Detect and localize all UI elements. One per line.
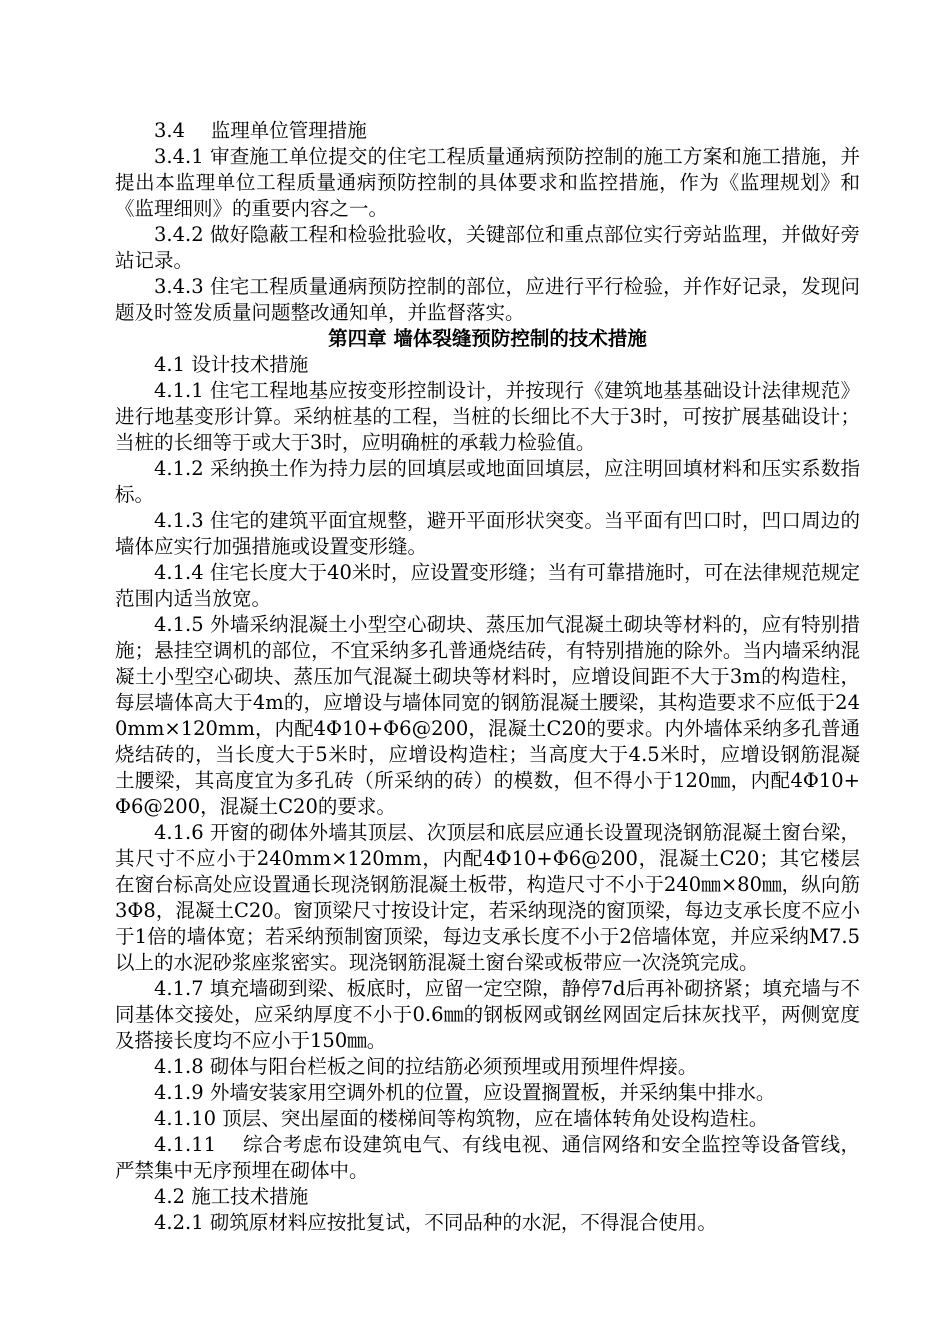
para-4-1-3: 4.1.3 住宅的建筑平面宜规整，避开平面形状突变。当平面有凹口时，凹口周边的墙体应实行加强措施或设置变形缝。	[115, 509, 860, 558]
para-4-1-7: 4.1.7 填充墙砌到梁、板底时，应留一定空隙，静停7d后再补砌挤紧；填充墙与不同基体交接处，应采纳厚度不小于0.6㎜的钢板网或钢丝网固定后抹灰找平，两侧宽度及搭接长度均不应小于150㎜。	[115, 977, 860, 1052]
para-4-1-4: 4.1.4 住宅长度大于40米时，应设置变形缝；当有可靠措施时，可在法律规范规定范围内适当放宽。	[115, 561, 860, 610]
para-4-1-6: 4.1.6 开窗的砌体外墙其顶层、次顶层和底层应通长设置现浇钢筋混凝土窗台梁，其尺寸不应小于240mm×120mm，内配4Φ10+Φ6@200，混凝土C20；其它楼层在窗台标高处应设置通长现浇钢筋混凝土板带，构造尺寸不小于240㎜×80㎜，纵向筋3Φ8，混凝土C20。窗顶梁尺寸按设计定，若采纳现浇的窗顶梁，每边支承长度不应小于1倍的墙体宽；若采纳预制窗顶梁，每边支承长度不小于2倍墙体宽，并应采纳M7.5以上的水泥砂浆座浆密实。现浇钢筋混凝土窗台梁或板带应一次浇筑完成。	[115, 821, 860, 974]
section-3-4-heading: 3.4 监理单位管理措施	[154, 119, 367, 142]
para-4-1-8: 4.1.8 砌体与阳台栏板之间的拉结筋必须预埋或用预埋件焊接。	[154, 1055, 698, 1078]
para-3-4-2: 3.4.2 做好隐蔽工程和检验批验收，关键部位和重点部位实行旁站监理，并做好旁站记录。	[115, 223, 860, 272]
para-3-4-3: 3.4.3 住宅工程质量通病预防控制的部位，应进行平行检验，并作好记录，发现问题及时签发质量问题整改通知单，并监督落实。	[115, 275, 860, 324]
para-4-1-9: 4.1.9 外墙安装家用空调外机的位置，应设置搁置板，并采纳集中排水。	[154, 1081, 776, 1104]
para-4-1-5: 4.1.5 外墙采纳混凝土小型空心砌块、蒸压加气混凝土砌块等材料的，应有特别措施；悬挂空调机的部位，不宜采纳多孔普通烧结砖，有特别措施的除外。当内墙采纳混凝土小型空心砌块、蒸压加气混凝土砌块等材料时，应增设间距不大于3m的构造柱，每层墙体高大于4m的，应增设与墙体同宽的钢筋混凝土腰梁，其构造要求不应低于240mm×120mm，内配4Φ10+Φ6@200，混凝土C20的要求。内外墙体采纳多孔普通烧结砖的，当长度大于5米时，应增设构造柱；当高度大于4.5米时，应增设钢筋混凝土腰梁，其高度宜为多孔砖（所采纳的砖）的模数，但不得小于120㎜，内配4Φ10+Φ6@200，混凝土C20的要求。	[115, 613, 860, 818]
section-4-1-heading: 4.1 设计技术措施	[154, 353, 309, 376]
para-4-2-1: 4.2.1 砌筑原材料应按批复试，不同品种的水泥，不得混合使用。	[154, 1211, 717, 1234]
para-4-1-10: 4.1.10 顶层、突出屋面的楼梯间等构筑物，应在墙体转角处设构造柱。	[154, 1107, 769, 1130]
para-4-1-11: 4.1.11 综合考虑布设建筑电气、有线电视、通信网络和安全监控等设备管线，严禁集中无序预埋在砌体中。	[115, 1133, 860, 1182]
para-4-1-1: 4.1.1 住宅工程地基应按变形控制设计，并按现行《建筑地基基础设计法律规范》进行地基变形计算。采纳桩基的工程，当桩的长细比不大于3时，可按扩展基础设计；当桩的长细等于或大于3时，应明确桩的承载力检验值。	[115, 379, 860, 454]
document-body	[115, 118, 860, 1236]
para-3-4-1: 3.4.1 审查施工单位提交的住宅工程质量通病预防控制的施工方案和施工措施，并提出本监理单位工程质量通病预防控制的具体要求和监控措施，作为《监理规划》和《监理细则》的重要内容之一。	[115, 145, 860, 220]
section-4-2-heading: 4.2 施工技术措施	[154, 1185, 309, 1208]
para-4-1-2: 4.1.2 采纳换土作为持力层的回填层或地面回填层，应注明回填材料和压实系数指标。	[115, 457, 860, 506]
chapter-4-title: 第四章 墙体裂缝预防控制的技术措施	[328, 327, 647, 350]
